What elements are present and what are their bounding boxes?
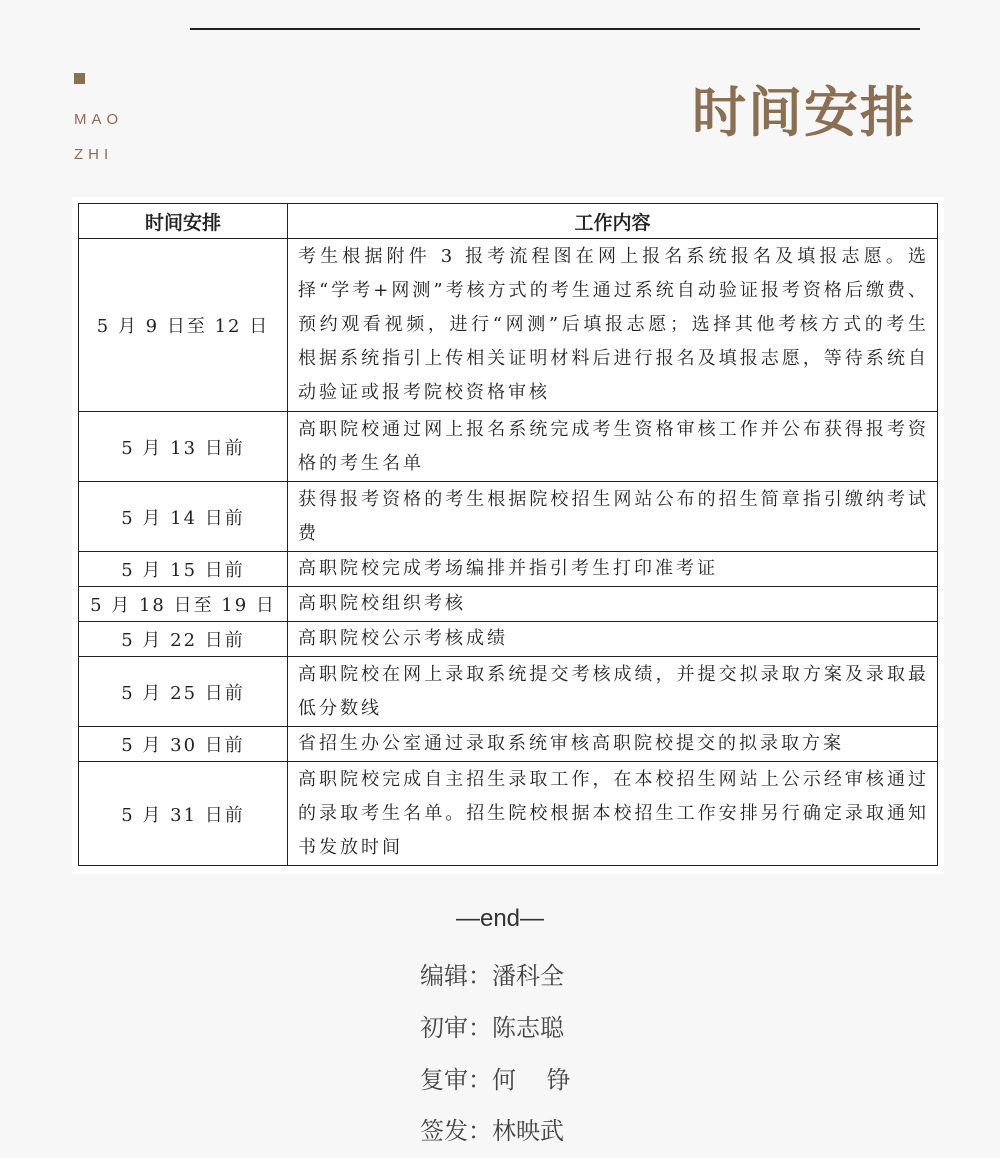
row-time: 5 月 13 日前 — [79, 412, 288, 482]
schedule-table — [78, 203, 938, 866]
section-title: 时间安排 — [692, 80, 916, 144]
table-row — [79, 587, 938, 622]
row-content: 高职院校公示考核成绩 — [288, 622, 938, 657]
row-content: 获得报考资格的考生根据院校招生网站公布的招生简章指引缴纳考试费 — [288, 482, 938, 552]
row-content: 高职院校完成自主招生录取工作，在本校招生网站上公示经审核通过的录取考生名单。招生院校根据本校招生工作安排另行确定录取通知书发放时间 — [288, 762, 938, 866]
table-row — [79, 657, 938, 727]
brand-line-2: ZHI — [74, 146, 114, 163]
accent-square — [74, 73, 85, 84]
row-time: 5 月 22 日前 — [79, 622, 288, 657]
credit-approver: 签发：林映武 — [420, 1117, 564, 1145]
row-content: 高职院校组织考核 — [288, 587, 938, 622]
row-time: 5 月 14 日前 — [79, 482, 288, 552]
column-header-time: 时间安排 — [79, 204, 288, 239]
table-header-row — [79, 204, 938, 239]
row-time: 5 月 25 日前 — [79, 657, 288, 727]
table-row — [79, 552, 938, 587]
table-row — [79, 412, 938, 482]
row-content: 高职院校完成考场编排并指引考生打印准考证 — [288, 552, 938, 587]
table-row — [79, 727, 938, 762]
row-time: 5 月 9 日至 12 日 — [79, 239, 288, 412]
table-row — [79, 762, 938, 866]
table-row — [79, 239, 938, 412]
row-content: 省招生办公室通过录取系统审核高职院校提交的拟录取方案 — [288, 727, 938, 762]
row-content: 考生根据附件 3 报考流程图在网上报名系统报名及填报志愿。选择“学考+网测”考核方式的考生通过系统自动验证报考资格后缴费、预约观看视频，进行“网测”后填报志愿；选择其他考核方式的考生根据系统指引上传相关证明材料后进行报名及填报志愿，等待系统自动验证或报考院校资格审核 — [288, 239, 938, 412]
brand-line-1: MAO — [74, 111, 124, 128]
column-header-content: 工作内容 — [288, 204, 938, 239]
top-divider — [190, 28, 920, 30]
row-time: 5 月 31 日前 — [79, 762, 288, 866]
row-time: 5 月 30 日前 — [79, 727, 288, 762]
credit-first-review: 初审：陈志聪 — [420, 1014, 564, 1042]
credit-editor: 编辑：潘科全 — [420, 962, 564, 990]
row-time: 5 月 15 日前 — [79, 552, 288, 587]
credit-second-review: 复审：何 铮 — [420, 1066, 571, 1094]
end-mark: —end— — [455, 905, 545, 932]
row-time: 5 月 18 日至 19 日 — [79, 587, 288, 622]
row-content: 高职院校通过网上报名系统完成考生资格审核工作并公布获得报考资格的考生名单 — [288, 412, 938, 482]
schedule-table-container — [72, 197, 944, 874]
table-row — [79, 622, 938, 657]
table-row — [79, 482, 938, 552]
row-content: 高职院校在网上录取系统提交考核成绩，并提交拟录取方案及录取最低分数线 — [288, 657, 938, 727]
